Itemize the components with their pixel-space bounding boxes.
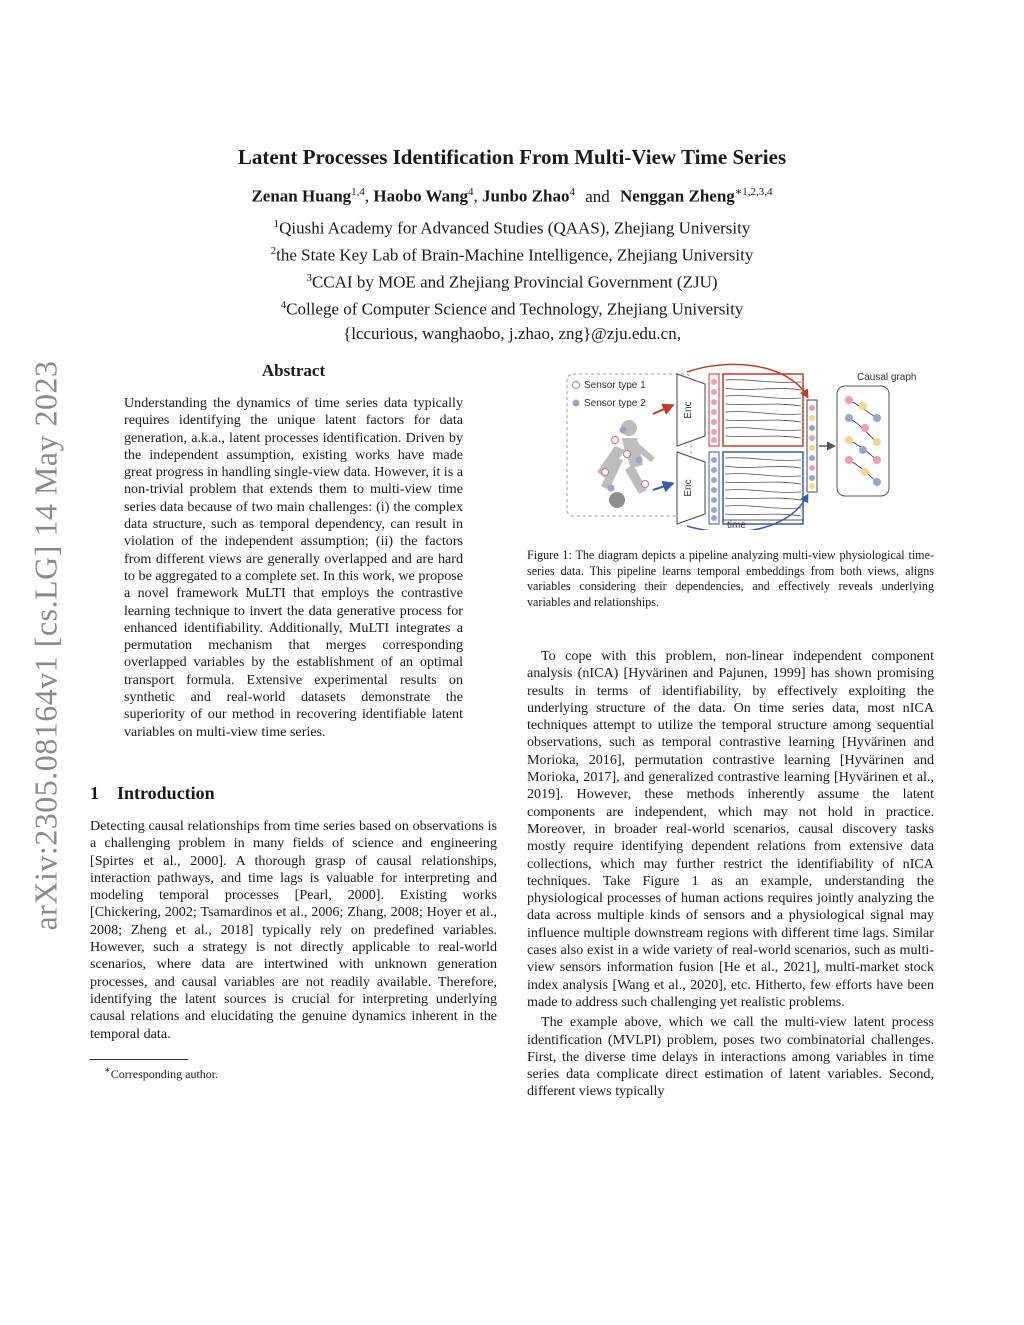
- timeseries-panel-bottom: [723, 452, 803, 524]
- body-paragraph: The example above, which we call the multi-view latent process identification (MVLPI) problem, poses two combinatorial challenges. First, the diverse time delays in interactions among variables in time series data complicate direct estimation of latent variables. Second, different views typically: [527, 1014, 934, 1100]
- affiliation: $^2$the State Key Lab of Brain-Machine Intelligence, Zhejiang University: [270, 245, 754, 265]
- timeseries-lines-bottom: [725, 458, 801, 516]
- causal-graph-label: Causal graph: [857, 372, 917, 383]
- embedding-cells-bottom: [711, 457, 717, 521]
- ball: [609, 492, 625, 508]
- abstract-text: Understanding the dynamics of time series data typically requires identifying the unique latent factors for data generation, a.k.a., latent processes identification. Driven by the independent assumption, existing works have made great progress in handling single-view data. However, it is a non-trivial problem that extends them to multi-view time series data because of two main challenges: (i) the complex data structure, such as temporal dependency, can result in violation of the independent assumption; (ii) the factors from different views are generally overlapped and are hard to be aggregated to a complete set. In this work, we propose a novel framework MuLTI that employs the contrastive learning technique to invert the data generative process for enhanced identifiability. Additionally, MuLTI integrates a permutation mechanism that merges corresponding overlapped variables by the establishment of an optimal transport formula. Extensive experimental results on synthetic and real-world datasets demonstrate the superiority of our method in recovering identifiable latent variables on multi-view time series.: [124, 395, 463, 740]
- sensor1-legend-label: Sensor type 1: [584, 380, 646, 391]
- author-emails: {lccurious, wanghaobo, j.zhao, zng}@zju.edu.cn,: [343, 323, 681, 343]
- pipeline-diagram: [527, 360, 934, 530]
- time-label: time: [727, 520, 746, 530]
- aligned-cells: [809, 405, 815, 489]
- timeseries-panel-top: [723, 374, 803, 446]
- figure-1: [527, 360, 934, 530]
- footnote-divider: [90, 1059, 188, 1060]
- sensor2-legend-dot: [573, 400, 580, 407]
- sensor2-legend-label: Sensor type 2: [584, 398, 646, 409]
- footnote: ∗Corresponding author.: [104, 1064, 219, 1081]
- timeseries-lines-top: [725, 380, 801, 438]
- sensor1-legend-dot: [573, 382, 580, 389]
- author-name: Nenggan Zheng: [620, 186, 735, 206]
- arxiv-identifier: [26, 345, 66, 945]
- author-list: Zenan Huang$^{1,4}$, Haobo Wang$^4$, Junbo Zhao$^4$ and Nenggan Zheng$^{∗1,2,3,4}$: [251, 186, 773, 206]
- intro-paragraph: Detecting causal relationships from time series based on observations is a challenging problem in many fields of science and engineering [Spirtes et al., 2000]. A thorough grasp of causal relationships, interaction pathways, and time lags is valuable for interpreting and modeling temporal processes [Pearl, 2000]. Existing works [Chickering, 2002; Tsamardinos et al., 2006; Zhang, 2008; Hoyer et al., 2008; Zheng et al., 2018] typically rely on predefined variables. However, such a strategy is not directly applicable to real-world scenarios, where data are intertwined with unknown generation processes, and causal variables are not readily available. Therefore, identifying the latent sources is crucial for interpreting underlying causal relations and elucidating the genuine dynamics inherent in the temporal data.: [90, 817, 497, 1042]
- affiliations: [100, 213, 924, 345]
- affiliation: $^4$College of Computer Science and Technology, Zhejiang University: [280, 299, 744, 320]
- affiliation: $^3$CCAI by MOE and Zhejiang Provincial Government (ZJU): [306, 272, 718, 292]
- author-name: Haobo Wang: [373, 186, 469, 206]
- author-name: Junbo Zhao: [482, 186, 570, 206]
- left-column: [90, 355, 497, 1082]
- section-title: Introduction: [117, 782, 215, 803]
- author-name: Zenan Huang: [251, 186, 352, 206]
- encoder-top-label: Enc: [683, 401, 694, 419]
- embedding-cells-top: [711, 379, 717, 443]
- section-heading: [90, 783, 497, 804]
- section-number: 1: [90, 782, 99, 803]
- right-column: [527, 355, 934, 1101]
- encoder-bottom-label: Enc: [683, 479, 694, 497]
- paper-title: Latent Processes Identification From Multi-View Time Series: [237, 145, 787, 169]
- causal-graph-nodes: [845, 396, 881, 486]
- authors-and: and: [585, 186, 610, 206]
- right-body: [527, 648, 934, 1101]
- abstract-heading: Abstract: [261, 361, 326, 380]
- body-paragraph: To cope with this problem, non-linear independent component analysis (nICA) [Hyvärinen and Pajunen, 1999] has shown promising results in terms of identifiability, by effectively exploiting the underlying structure of the data. On time series data, most nICA techniques attempt to utilize the temporal structure among sequential observations, such as temporal contrastive learning [Hyvärinen and Morioka, 2016], permutation contrastive learning [Hyvärinen and Morioka, 2017], and generalized contrastive learning [Hyvärinen et al., 2019]. However, these methods inherently assume the latent components are independent, which may not hold in practice. Moreover, in broader real-world scenarios, causal discovery tasks mostly require identifying dependent relations from extensive data collections, which may further restrict the identifiability of nICA techniques. Take Figure 1 as an example, understanding the physiological processes of human actions requires jointly analyzing the data across multiple kinds of sensors and a physiological signal may influence multiple downstream regions with different time lags. Similar cases also exist in a wide variety of real-world scenarios, such as multi-view sensors information fusion [He et al., 2021], multi-market stock index analysis [Wang et al., 2020], etc. Hitherto, few efforts have been made to address such challenging yet realistic problems.: [527, 648, 934, 1010]
- arxiv-id-text: arXiv:2305.08164v1 [cs.LG] 14 May 2023: [27, 359, 64, 931]
- figure-caption: Figure 1: The diagram depicts a pipeline analyzing multi-view physiological time-series data. This pipeline learns temporal embeddings from both views, aligns variables considering their dependencies, and effectively reveals underlying variables and relationships.: [527, 548, 934, 609]
- affiliation: $^1$Qiushi Academy for Advanced Studies (QAAS), Zhejiang University: [273, 218, 751, 238]
